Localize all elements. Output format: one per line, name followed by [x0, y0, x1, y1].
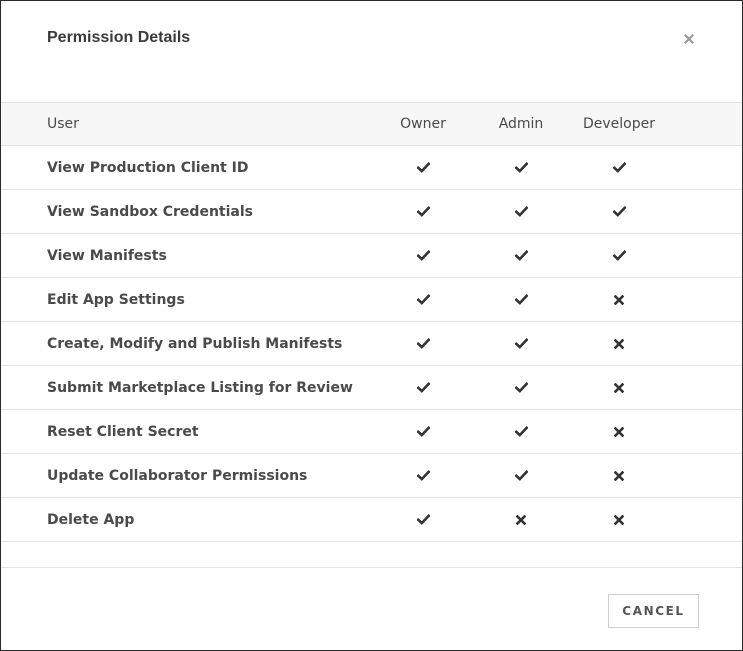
cross-icon	[569, 366, 669, 409]
permission-label: Reset Client Secret	[47, 423, 199, 440]
check-icon	[569, 190, 669, 233]
check-icon	[373, 278, 473, 321]
cross-icon	[569, 498, 669, 541]
check-icon	[373, 146, 473, 189]
check-icon	[569, 146, 669, 189]
cross-icon	[471, 498, 571, 541]
table-body	[1, 146, 742, 542]
column-header-admin: Admin	[498, 116, 544, 132]
check-icon	[471, 146, 571, 189]
table-header-row	[1, 102, 742, 146]
table-row	[1, 146, 742, 190]
footer-divider	[1, 567, 742, 568]
close-icon[interactable]	[681, 31, 697, 47]
check-icon	[373, 234, 473, 277]
check-icon	[471, 410, 571, 453]
check-icon	[373, 410, 473, 453]
permission-label: Update Collaborator Permissions	[47, 467, 308, 484]
cross-icon	[569, 410, 669, 453]
table-row	[1, 366, 742, 410]
check-icon	[373, 366, 473, 409]
cross-icon	[569, 454, 669, 497]
table-row	[1, 454, 742, 498]
permission-label: View Manifests	[47, 247, 167, 264]
check-icon	[471, 322, 571, 365]
check-icon	[471, 190, 571, 233]
column-header-user: User	[47, 116, 79, 132]
table-row	[1, 322, 742, 366]
check-icon	[373, 322, 473, 365]
check-icon	[471, 278, 571, 321]
cross-icon	[569, 322, 669, 365]
modal-title: Permission Details	[47, 29, 191, 46]
table-row	[1, 234, 742, 278]
check-icon	[373, 190, 473, 233]
check-icon	[471, 366, 571, 409]
check-icon	[373, 454, 473, 497]
table-row	[1, 498, 742, 542]
column-header-developer: Developer	[582, 116, 655, 132]
table-row	[1, 190, 742, 234]
check-icon	[373, 498, 473, 541]
check-icon	[569, 234, 669, 277]
cancel-button[interactable]: CANCEL	[608, 594, 699, 628]
check-icon	[471, 234, 571, 277]
permission-label: View Production Client ID	[47, 159, 249, 176]
permission-label: View Sandbox Credentials	[47, 203, 253, 220]
column-header-owner: Owner	[400, 116, 446, 132]
permissions-table	[1, 102, 742, 542]
permission-label: Delete App	[47, 511, 135, 528]
table-row	[1, 278, 742, 322]
permission-label: Submit Marketplace Listing for Review	[47, 379, 353, 396]
permission-label: Create, Modify and Publish Manifests	[47, 335, 343, 352]
permission-label: Edit App Settings	[47, 291, 185, 308]
check-icon	[471, 454, 571, 497]
table-row	[1, 410, 742, 454]
cross-icon	[569, 278, 669, 321]
